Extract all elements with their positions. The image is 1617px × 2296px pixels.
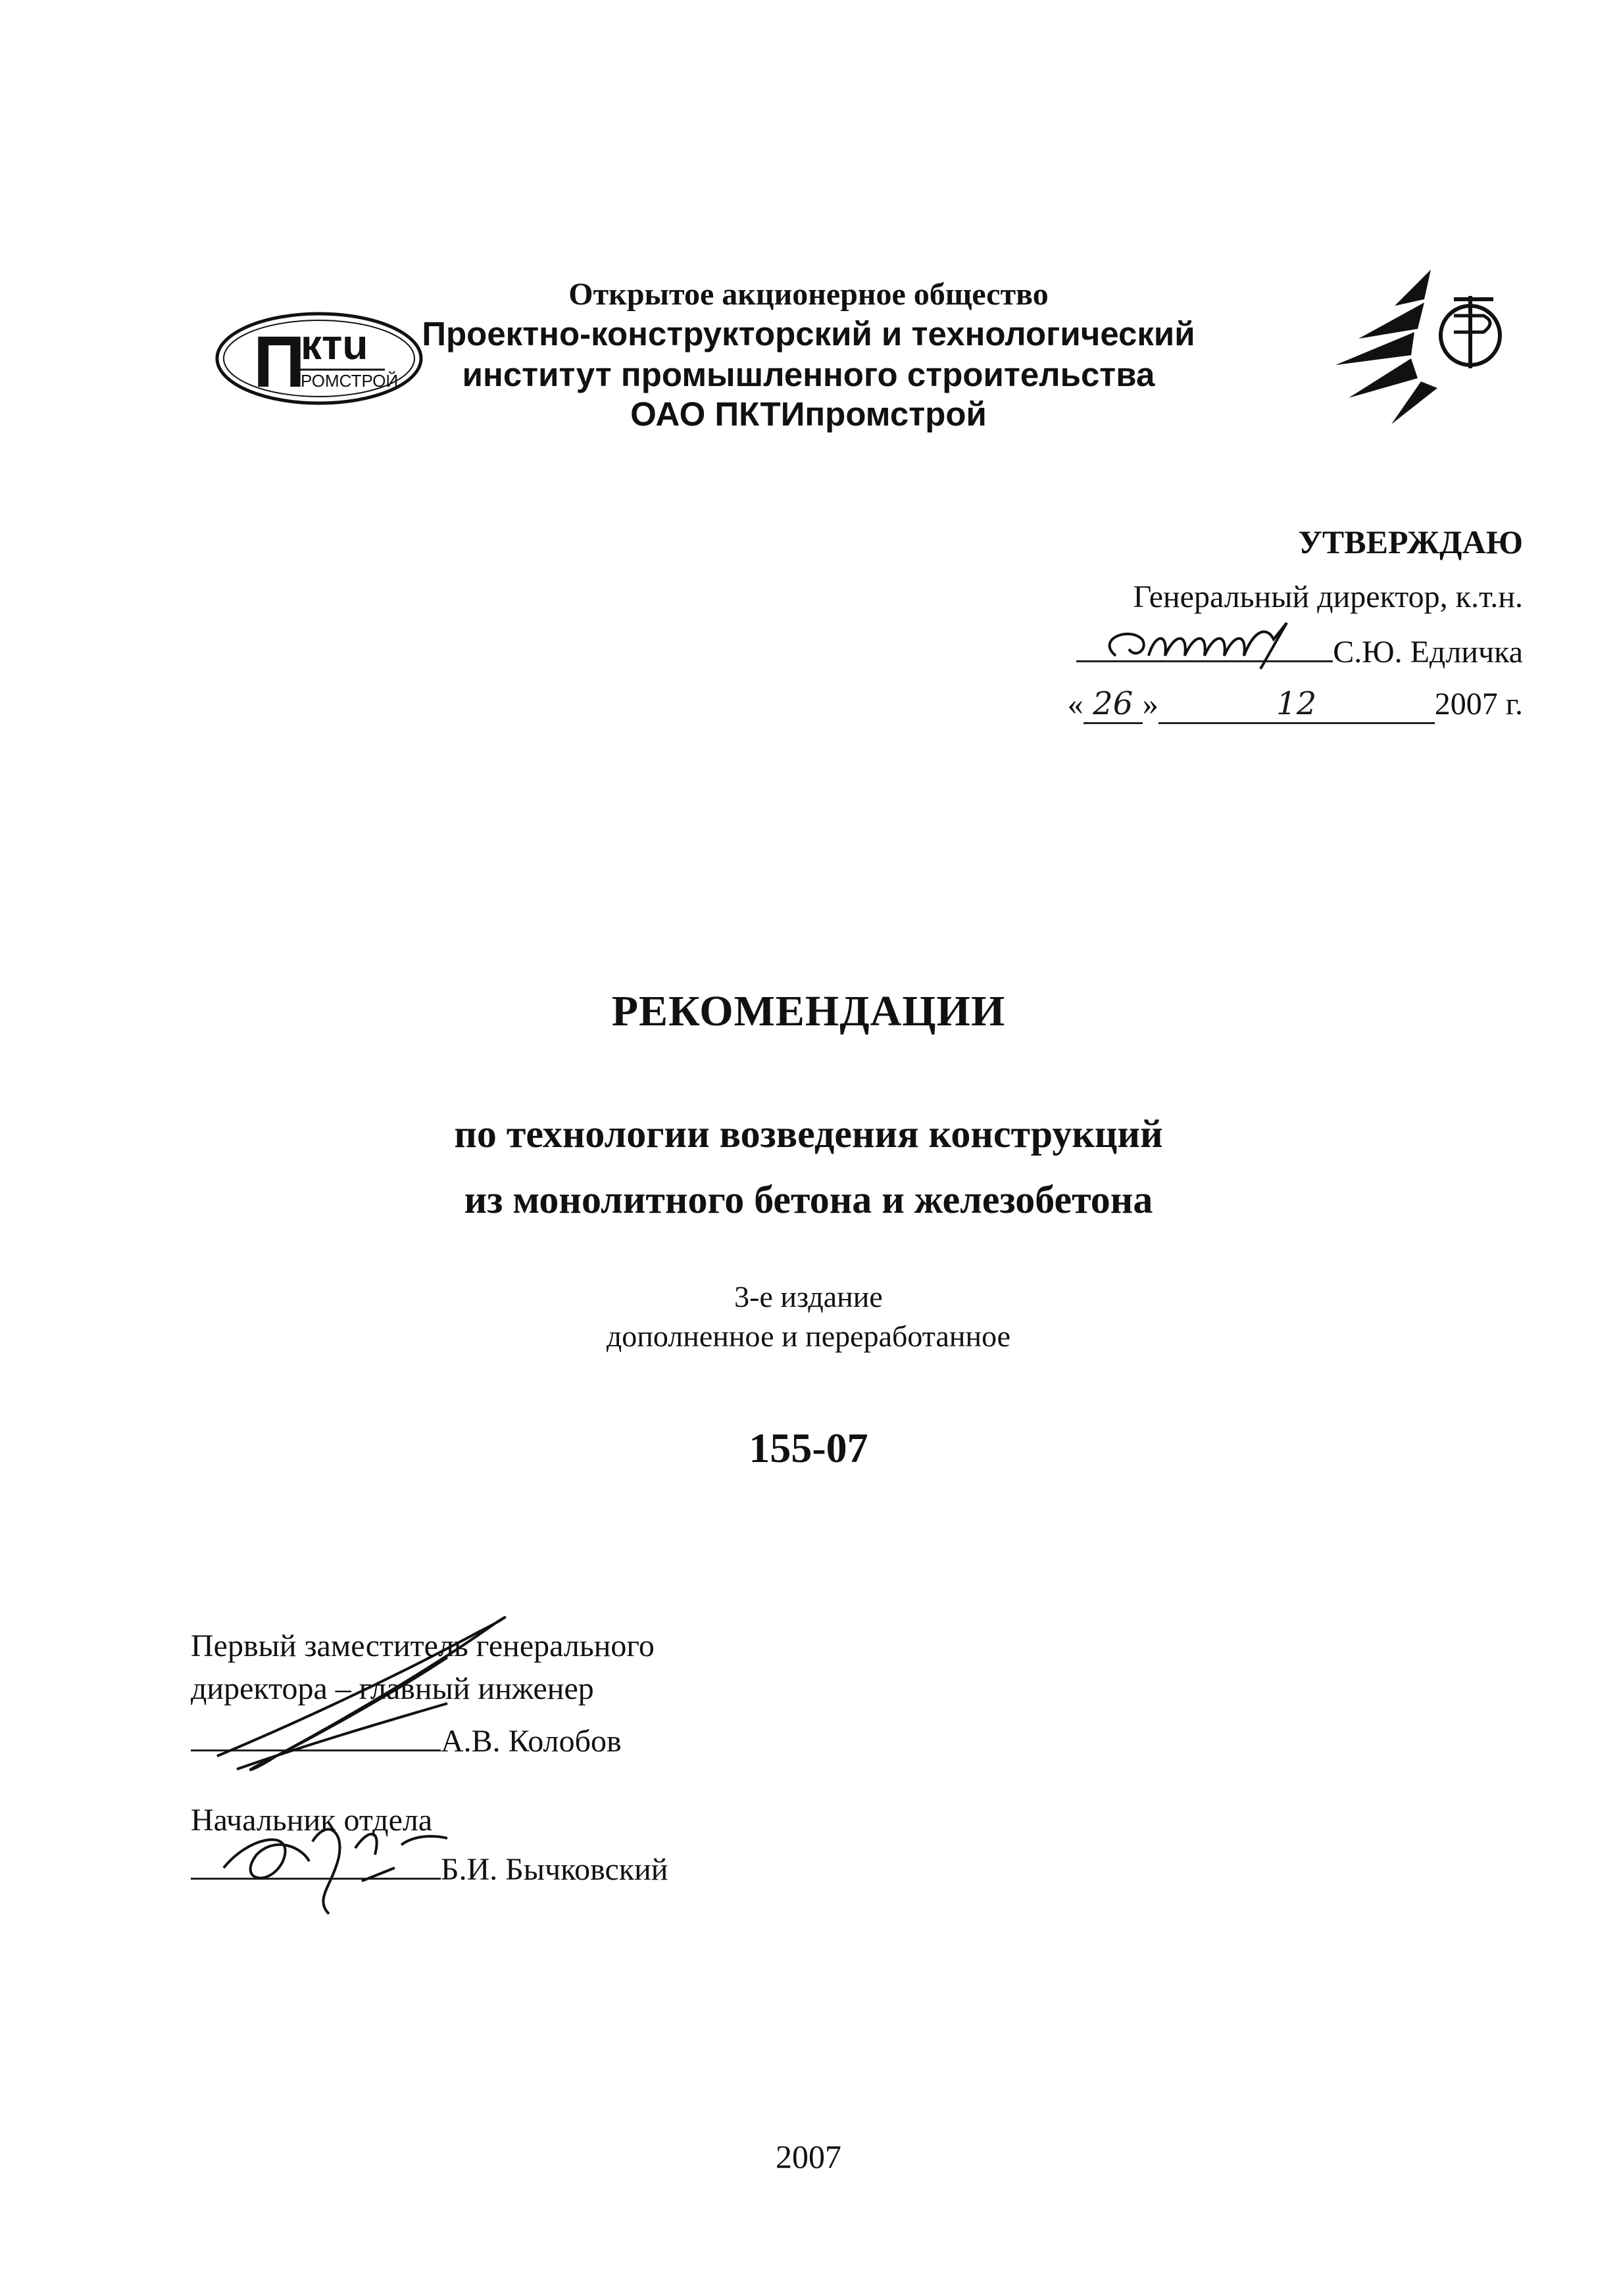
approval-signatory: С.Ю. Едличка (1333, 635, 1523, 670)
document-subtitle-line-1: по технологии возведения конструкций (454, 1112, 1163, 1156)
first-signatory-position-line-2: директора – главный инженер (191, 1671, 594, 1706)
first-signatory-name: А.В. Колобов (441, 1724, 622, 1759)
date-close-quote: » (1142, 687, 1158, 721)
signature-rule (1076, 631, 1333, 662)
first-signatory-line (191, 1723, 622, 1759)
approval-position: Генеральный директор, к.т.н. (1133, 579, 1523, 614)
org-line-3: институт промышленного строительства (462, 356, 1155, 393)
document-subtitle-line-2: из монолитного бетона и железобетона (464, 1178, 1153, 1221)
handwritten-signature (1089, 620, 1339, 672)
approval-signature-line (1076, 631, 1523, 670)
edition-line-1: 3-е издание (734, 1280, 883, 1313)
date-open-quote: « (1067, 687, 1083, 721)
logo-top-text: ктu (301, 321, 368, 368)
second-signatory-position: Начальник отдела (191, 1803, 433, 1838)
date-year: 2007 (1434, 687, 1498, 721)
org-line-4: ОАО ПКТИпромстрой (630, 395, 987, 433)
emblem-logo (1332, 266, 1520, 427)
footer-year: 2007 (776, 2138, 841, 2175)
second-signatory-name: Б.И. Бычковский (441, 1852, 668, 1887)
approval-title: УТВЕРЖДАЮ (1298, 524, 1523, 560)
first-signature-blank (191, 1749, 441, 1751)
second-signatory-line (191, 1851, 668, 1888)
org-line-1: Открытое акционерное общество (568, 277, 1049, 312)
date-month: 12 (1158, 685, 1435, 724)
logo-bottom-text: РОМСТРОЙ (301, 371, 399, 391)
date-suffix: г. (1505, 687, 1523, 721)
org-line-2: Проектно-конструкторский и технологический (422, 315, 1195, 353)
edition-line-2: дополненное и переработанное (606, 1319, 1011, 1353)
document-title: РЕКОМЕНДАЦИИ (611, 987, 1006, 1035)
date-day: 26 (1083, 685, 1143, 724)
document-number: 155-07 (749, 1425, 868, 1471)
approval-date-line (1068, 685, 1523, 724)
first-signatory-position-line-1: Первый заместитель генерального (191, 1628, 655, 1663)
second-signature-blank (191, 1878, 441, 1880)
logo-big-letter: П (253, 322, 306, 403)
